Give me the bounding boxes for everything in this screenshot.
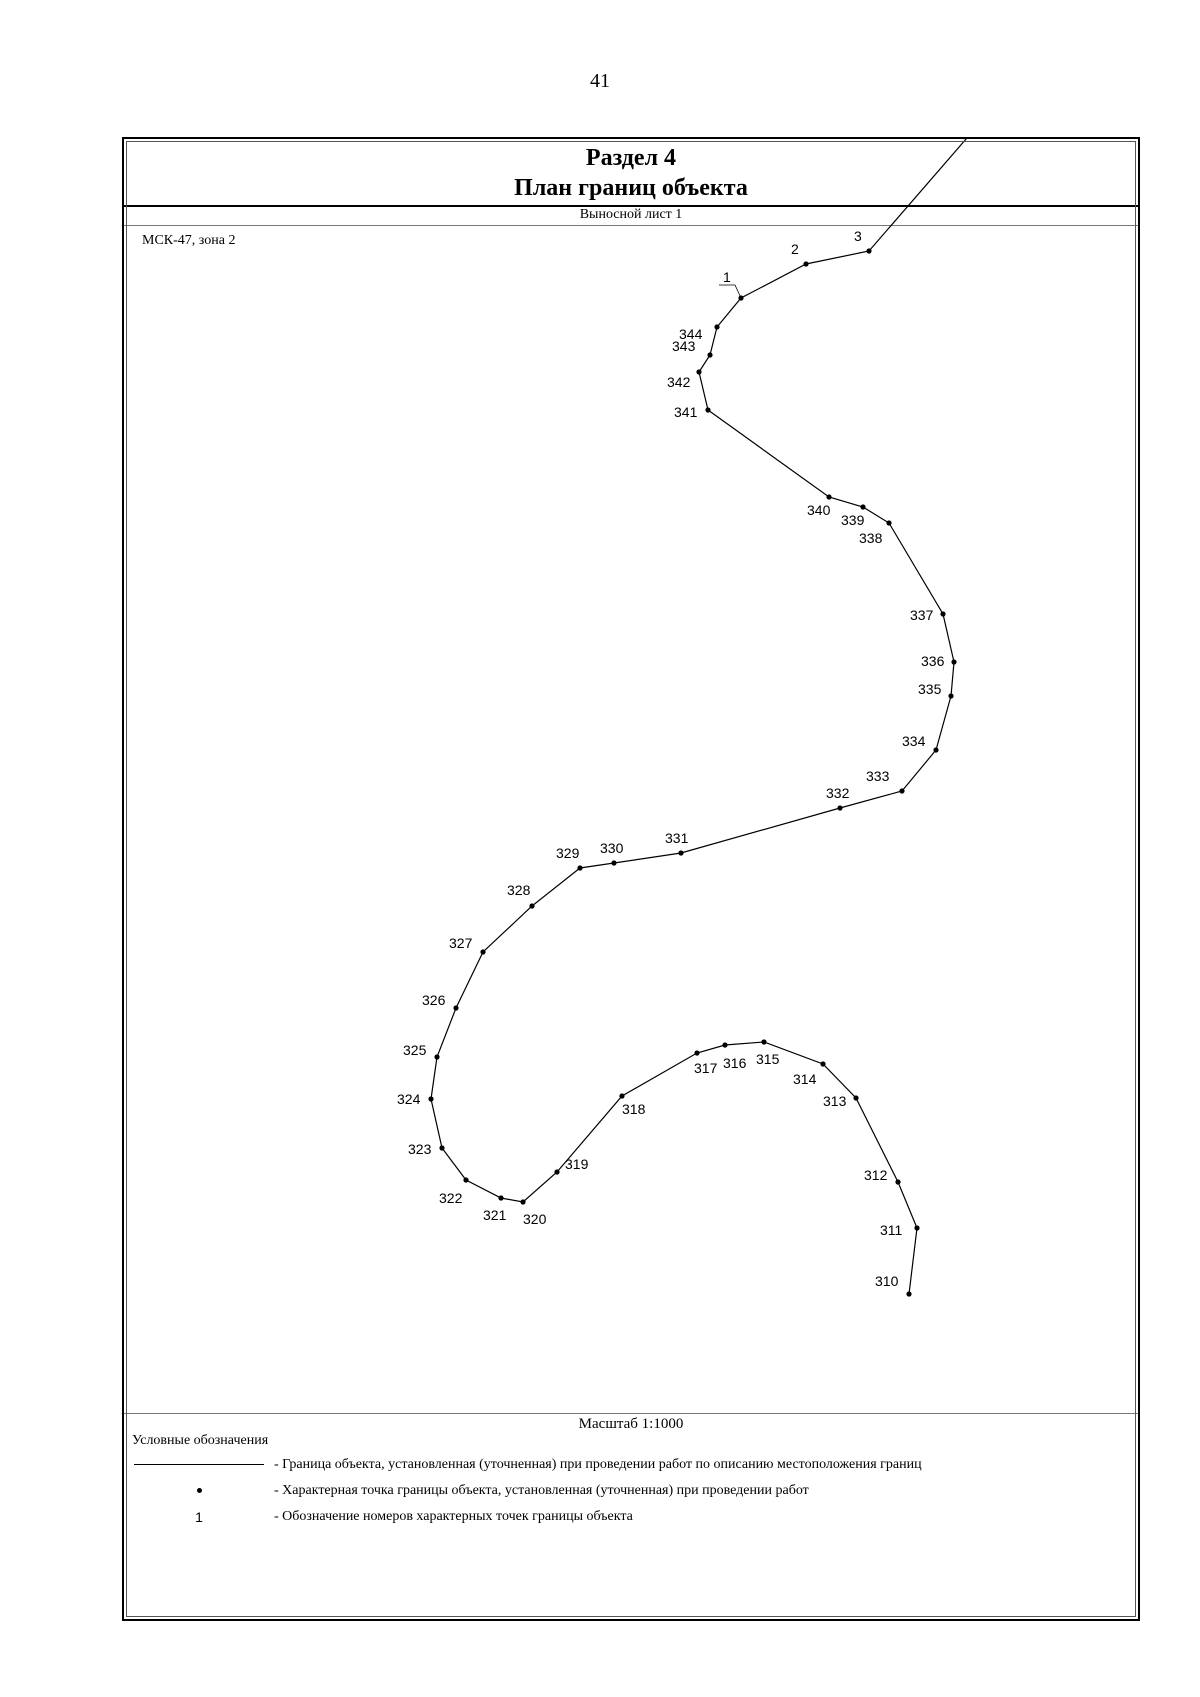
boundary-map (124, 139, 1138, 1409)
boundary-point-dot (529, 903, 534, 908)
point-label-340: 340 (807, 502, 831, 518)
coordinate-system-label: МСК-47, зона 2 (142, 233, 236, 248)
boundary-point-dot (837, 805, 842, 810)
boundary-point-dot (722, 1042, 727, 1047)
boundary-point-dot (714, 324, 719, 329)
point-label-leader (719, 285, 741, 298)
boundary-point-dot (940, 611, 945, 616)
point-label-310: 310 (875, 1273, 899, 1289)
boundary-point-dot (951, 659, 956, 664)
point-label-313: 313 (823, 1093, 847, 1109)
boundary-point-dot (611, 860, 616, 865)
plan-title: План границ объекта (514, 175, 748, 201)
boundary-point-dot (914, 1225, 919, 1230)
boundary-point-dot (498, 1195, 503, 1200)
boundary-point-dot (434, 1054, 439, 1059)
boundary-point-dot (820, 1061, 825, 1066)
point-label-338: 338 (859, 530, 883, 546)
point-label-342: 342 (667, 374, 691, 390)
boundary-line (431, 139, 1012, 1294)
boundary-point-dot (678, 850, 683, 855)
boundary-point-dot (694, 1050, 699, 1055)
point-label-325: 325 (403, 1042, 427, 1058)
point-label-339: 339 (841, 512, 865, 528)
sheet-label: Выносной лист 1 (124, 205, 1138, 226)
point-label-343: 343 (672, 338, 696, 354)
boundary-point-dot (705, 407, 710, 412)
scale-label: Масштаб 1:1000 (124, 1413, 1138, 1433)
boundary-point-dot (895, 1179, 900, 1184)
page-number: 41 (590, 70, 610, 92)
boundary-point-dot (554, 1169, 559, 1174)
point-label-341: 341 (674, 404, 698, 420)
point-label-333: 333 (866, 768, 890, 784)
map-sheet-frame (122, 137, 1140, 1621)
legend-title: Условные обозначения (132, 1433, 269, 1448)
point-label-327: 327 (449, 935, 473, 951)
boundary-point-dot (886, 520, 891, 525)
point-label-314: 314 (793, 1071, 817, 1087)
boundary-point-dot (866, 248, 871, 253)
legend-text-numbering: - Обозначение номеров характерных точек границы объекта (274, 1509, 633, 1524)
boundary-point-dot (853, 1095, 858, 1100)
boundary-point-dot (696, 369, 701, 374)
section-title: Раздел 4 (585, 145, 677, 171)
boundary-point-dot (803, 261, 808, 266)
point-symbol-icon (134, 1483, 264, 1499)
point-label-312: 312 (864, 1167, 888, 1183)
point-label-316: 316 (723, 1055, 747, 1071)
point-label-311: 311 (880, 1222, 903, 1238)
point-label-317: 317 (694, 1060, 718, 1076)
boundary-point-dot (948, 693, 953, 698)
point-label-328: 328 (507, 882, 531, 898)
point-label-326: 326 (422, 992, 446, 1008)
boundary-point-dot (761, 1039, 766, 1044)
legend-text-point: - Характерная точка границы объекта, установленная (уточненная) при проведении работ (274, 1483, 809, 1498)
point-label-320: 320 (523, 1211, 547, 1227)
boundary-point-dot (826, 494, 831, 499)
point-label-323: 323 (408, 1141, 432, 1157)
boundary-point-dot (860, 504, 865, 509)
boundary-point-dot (463, 1177, 468, 1182)
point-label-3: 3 (854, 228, 862, 244)
point-label-329: 329 (556, 845, 580, 861)
point-label-344: 344 (679, 326, 703, 342)
point-label-332: 332 (826, 785, 850, 801)
point-number-symbol: 1 (195, 1509, 203, 1525)
point-label-337: 337 (910, 607, 934, 623)
boundary-point-dot (453, 1005, 458, 1010)
point-label-322: 322 (439, 1190, 463, 1206)
point-label-318: 318 (622, 1101, 646, 1117)
boundary-point-dot (906, 1291, 911, 1296)
point-label-321: 321 (483, 1207, 507, 1223)
legend-text-boundary: - Граница объекта, установленная (уточненная) при проведении работ по описанию местоположения границ (274, 1457, 922, 1472)
point-label-2: 2 (791, 241, 799, 257)
boundary-point-dot (899, 788, 904, 793)
point-label-315: 315 (756, 1051, 780, 1067)
point-label-331: 331 (665, 830, 689, 846)
point-label-330: 330 (600, 840, 624, 856)
boundary-point-dot (619, 1093, 624, 1098)
boundary-point-dot (707, 352, 712, 357)
point-label-335: 335 (918, 681, 942, 697)
boundary-point-dot (480, 949, 485, 954)
point-label-336: 336 (921, 653, 945, 669)
boundary-point-dot (933, 747, 938, 752)
boundary-point-dot (520, 1199, 525, 1204)
point-label-319: 319 (565, 1156, 589, 1172)
boundary-point-dot (439, 1145, 444, 1150)
point-label-334: 334 (902, 733, 926, 749)
boundary-line-symbol (134, 1457, 264, 1473)
boundary-point-dot (428, 1096, 433, 1101)
point-label-1: 1 (723, 269, 731, 285)
point-label-324: 324 (397, 1091, 421, 1107)
boundary-point-dot (577, 865, 582, 870)
